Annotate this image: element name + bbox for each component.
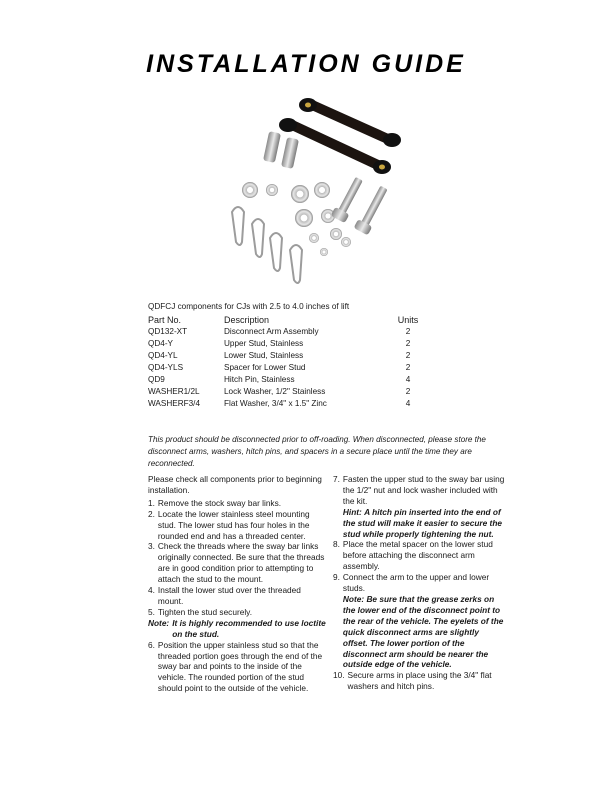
table-row [148,338,468,350]
part-number: QD4-YL [148,351,178,360]
step-number: 2. [148,508,155,519]
part-description: Upper Stud, Stainless [224,339,304,348]
step-text: Check the threads where the sway bar links originally connected. Be sure that the threads are in good condition prior to attempting to attach the stud to the mount. [157,541,325,585]
step-number: 7. [333,474,340,484]
part-units: 2 [405,387,411,396]
part-description: Spacer for Lower Stud [224,363,306,372]
part-description: Disconnect Arm Assembly [224,327,319,336]
column-header: Part No. [148,315,182,325]
instructions-intro: Please check all components prior to beginning installation. [148,474,322,495]
table-row [148,386,468,398]
product-photo [212,92,412,292]
list-item [148,541,328,585]
step-number: 9. [333,572,340,583]
table-row [148,362,468,374]
column-header: Units [397,315,419,325]
table-row [148,326,468,338]
part-description: Flat Washer, 3/4" x 1.5" Zinc [224,399,327,408]
step-text [343,474,505,539]
list-item [333,572,505,670]
part-units: 2 [405,351,411,360]
part-number: QD4-Y [148,339,174,348]
page-title: INSTALLATION GUIDE [146,50,466,78]
step-number: 5. [148,606,155,617]
step-body: Fasten the upper stud to the sway bar using the 1/2" nut and lock washer included with the kit. [342,474,505,506]
part-description: Lower Stud, Stainless [224,351,304,360]
part-description: Hitch Pin, Stainless [224,375,295,384]
list-item [148,607,328,618]
list-item [148,585,328,607]
parts-header-row [148,314,468,326]
step-text: Remove the stock sway bar links. [157,497,282,508]
hint-text: A hitch pin inserted into the end of the stud will make it easier to secure the stud while properly tightening the nut. [342,506,503,539]
part-units: 4 [405,375,411,384]
list-item [333,539,505,572]
part-units: 2 [405,327,411,336]
note-text: Be sure that the grease zerks on the lower end of the disconnect point to the rear of the vehicle. The eyelets of the quick disconnect arms are slightly offset. The lower portion of the disconnect arm should be nearer the outside edge of the vehicle. [342,593,504,670]
table-row [148,398,468,410]
part-number: QD132-XT [148,327,188,336]
part-number: QD9 [148,375,165,384]
list-item [148,498,328,509]
part-number: QD4-YLS [148,363,184,372]
note-text: It is highly recommended to use loctite on the stud. [172,617,326,639]
note-label: Note: [148,617,170,628]
list-item [148,509,328,542]
list-item [333,474,505,539]
step-number: 1. [148,497,155,508]
step-number: 8. [333,539,340,550]
list-item [148,640,328,695]
step-text: Tighten the stud securely. [157,606,253,617]
part-number: WASHERF3/4 [148,399,201,408]
step-text: Install the lower stud over the threaded mount. [157,585,301,606]
parts-caption: QDFCJ components for CJs with 2.5 to 4.0 inches of lift [148,302,350,311]
instructions-left-column [148,474,328,694]
step-text: Position the upper stainless stud so that the threaded portion goes through the end of the sway bar and points to the inside of the vehicle. The rounded portion of the stud should point to the outside of the vehicle. [157,639,323,694]
step-number: 3. [148,541,155,552]
step-number: 10. [333,670,345,681]
step-text: Locate the lower stainless steel mounting stud. The lower stud has four holes in the rounded end and has a threaded center. [157,508,310,541]
list-item [333,670,505,692]
note-label: Note: [342,593,365,604]
step-number: 4. [148,585,155,596]
part-units: 2 [405,339,411,348]
step-number: 6. [148,639,155,650]
parts-list [148,301,468,410]
part-number: WASHER1/2L [148,387,200,396]
table-row [148,350,468,362]
part-description: Lock Washer, 1/2" Stainless [224,387,326,396]
storage-note: This product should be disconnected prior to off-roading. When disconnected, please store the disconnect arms, washers, hitch pins, and spacers in a secure place until the time they are reconnected. [148,435,486,469]
part-units: 2 [405,363,411,372]
step-text: Secure arms in place using the 3/4" flat washers and hitch pins. [347,670,492,692]
part-units: 4 [405,399,411,408]
table-row [148,374,468,386]
hint-label: Hint: [342,506,362,517]
step-body: Connect the arm to the upper and lower studs. [342,572,490,594]
loctite-note [148,618,328,640]
step-text [343,572,505,670]
step-text: Place the metal spacer on the lower stud before attaching the disconnect arm assembly. [342,539,493,572]
column-header: Description [224,315,270,325]
instructions-right-column [333,474,505,692]
